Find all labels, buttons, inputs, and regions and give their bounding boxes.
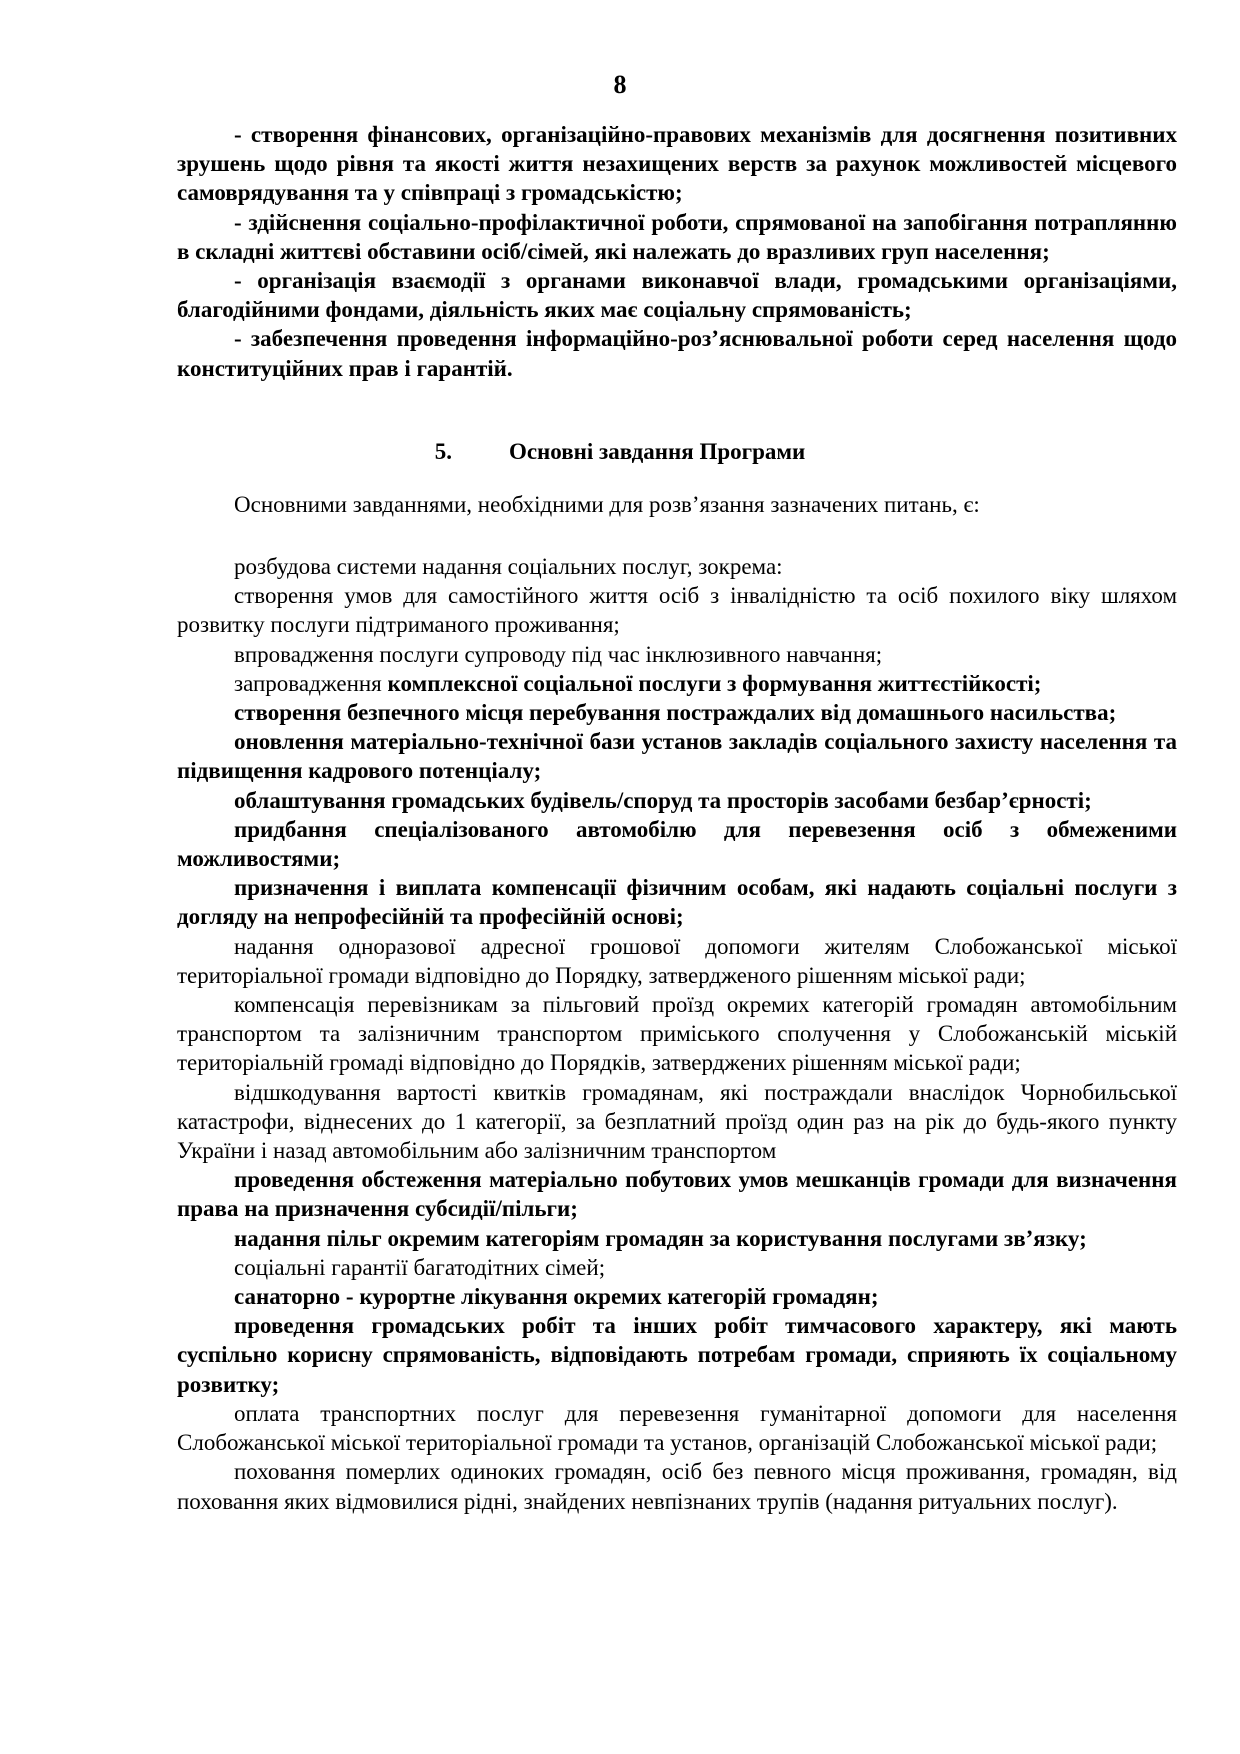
tasks-list <box>177 552 1177 1516</box>
section-number: 5. <box>434 439 452 464</box>
task-text: запровадження <box>234 670 388 696</box>
task-item: поховання померлих одиноких громадян, осіб без певного місця проживання, громадян, від поховання яких відмовилися рідні, знайдених невпізнаних трупів (надання ритуальних послуг). <box>177 1459 1177 1514</box>
goals-list <box>177 120 1177 383</box>
task-item: надання одноразової адресної грошової допомоги жителям Слобожанської міської територіальної громади відповідно до Порядку, затвердженого рішенням міської ради; <box>177 933 1177 988</box>
task-item: створення безпечного місця перебування постраждалих від домашнього насильства; <box>234 700 1117 726</box>
task-item <box>177 669 1177 698</box>
intro-text: Основними завданнями, необхідними для розв’язання зазначених питань, є: <box>234 492 980 517</box>
goal-item: - створення фінансових, організаційно-правових механізмів для досягнення позитивних зрушень щодо рівня та якості життя незахищених верств за рахунок можливостей місцевого самоврядування та у співпраці з громадськістю; <box>177 122 1177 206</box>
page-number: 8 <box>613 70 627 99</box>
task-item: надання пільг окремим категоріям громадян за користування послугами зв’язку; <box>234 1225 1087 1251</box>
goal-item: - організація взаємодії з органами виконавчої влади, громадськими організаціями, благодійними фондами, діяльність яких має соціальну спрямованість; <box>177 268 1177 323</box>
task-item: придбання спеціалізованого автомобілю для перевезення осіб з обмеженими можливостями; <box>177 816 1177 872</box>
task-item: санаторно - курортне лікування окремих категорій громадян; <box>234 1284 879 1310</box>
goal-item: - забезпечення проведення інформаційно-роз’яснювальної роботи серед населення щодо конституційних прав і гарантій. <box>177 326 1177 381</box>
task-item: розбудова системи надання соціальних послуг, зокрема: <box>234 554 783 579</box>
task-item: оплата транспортних послуг для перевезення гуманітарної допомоги для населення Слобожанської міської територіальної громади та установ, організацій Слобожанської міської ради; <box>177 1400 1177 1456</box>
task-item: облаштування громадських будівель/споруд та просторів засобами безбар’єрності; <box>234 787 1092 813</box>
task-item: проведення обстеження матеріально побутових умов мешканців громади для визначення права на призначення субсидії/пільги; <box>177 1167 1177 1222</box>
section-title: Основні завдання Програми <box>508 439 806 464</box>
section-heading <box>0 439 1240 465</box>
goal-item: - здійснення соціально-профілактичної роботи, спрямованої на запобігання потраплянню в складні життєві обставини осіб/сімей, які належать до вразливих груп населення; <box>177 209 1177 264</box>
task-item: створення умов для самостійного життя осіб з інвалідністю та осіб похилого віку шляхом розвитку послуги підтриманого проживання; <box>177 583 1177 638</box>
task-item: проведення громадських робіт та інших робіт тимчасового характеру, які мають суспільно корисну спрямованість, відповідають потребам громади, сприяють їх соціальному розвитку; <box>177 1313 1177 1397</box>
task-item: оновлення матеріально-технічної бази установ закладів соціального захисту населення та підвищення кадрового потенціалу; <box>177 729 1177 784</box>
task-item: впровадження послуги супроводу під час інклюзивного навчання; <box>234 641 883 667</box>
task-item: соціальні гарантії багатодітних сімей; <box>234 1254 606 1280</box>
task-item: відшкодування вартості квитків громадянам, які постраждали внаслідок Чорнобильської катастрофи, віднесених до 1 категорії, за безплатний проїзд один раз на рік до будь-якого пункту України і назад автомобільним або залізничним транспортом <box>177 1079 1177 1164</box>
task-item: призначення і виплата компенсації фізичним особам, які надають соціальні послуги з догляду на непрофесійній та професійній основі; <box>177 875 1177 930</box>
task-text-bold: комплексної соціальної послуги з формування життєстійкості; <box>387 670 1042 696</box>
task-item: компенсація перевізникам за пільговий проїзд окремих категорій громадян автомобільним транспортом та залізничним транспортом приміського сполучення у Слобожанській міській територіальній громаді відповідно до Порядків, затверджених рішенням міської ради; <box>177 992 1177 1076</box>
